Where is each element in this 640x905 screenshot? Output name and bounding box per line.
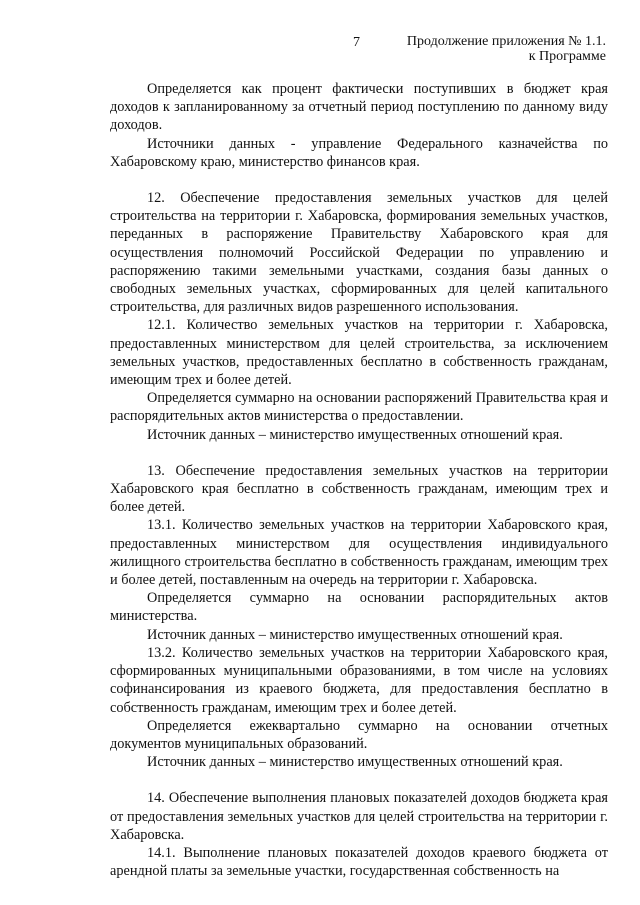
paragraph: 14.1. Выполнение плановых показателей доходов краевого бюджета от арендной платы за земельные участки, государственная собственность на xyxy=(110,844,608,880)
section-spacer xyxy=(110,771,608,789)
paragraph: Определяется как процент фактически поступивших в бюджет края доходов к запланированному за отчетный период поступлению по данному виду доходов. xyxy=(110,81,608,134)
page-header xyxy=(0,34,640,74)
paragraph: Источник данных – министерство имущественных отношений края. xyxy=(147,754,563,771)
paragraph: 13.2. Количество земельных участков на территории Хабаровского края, сформированных муниципальными образованиями, в том числе на условиях софинансирования из краевого бюджета, для предоставления бесплатно в собственность гражданам, имеющим трех и более детей. xyxy=(110,644,608,716)
document-body xyxy=(110,80,608,880)
annex-reference xyxy=(407,34,606,64)
annex-line-1: Продолжение приложения № 1.1. xyxy=(406,34,606,49)
paragraph: Определяется суммарно на основании распорядительных актов министерства. xyxy=(110,590,608,625)
section-spacer xyxy=(110,171,608,189)
paragraph: Источники данных - управление Федерального казначейства по Хабаровскому краю, министерство финансов края. xyxy=(110,135,608,170)
paragraph: Определяется суммарно на основании распоряжений Правительства края и распорядительных актов министерства о предоставлении. xyxy=(110,390,608,425)
annex-line-2: к Программе xyxy=(528,49,606,64)
paragraph: Определяется ежеквартально суммарно на основании отчетных документов муниципальных образований. xyxy=(110,717,608,752)
paragraph: 12.1. Количество земельных участков на территории г. Хабаровска, предоставленных министерством для целей строительства, за исключением земельных участков, предоставленных бесплатно в собственность гражданам, имеющим трех и более детей. xyxy=(110,317,608,389)
paragraph: 13.1. Количество земельных участков на территории Хабаровского края, предоставленных министерством для осуществления индивидуального жилищного строительства бесплатно в собственность гражданам, имеющим трех и более детей, поставленным на очередь на территории г. Хабаровска. xyxy=(110,517,608,589)
page-number: 7 xyxy=(353,35,360,50)
paragraph: 13. Обеспечение предоставления земельных участков на территории Хабаровского края бесплатно в собственность гражданам, имеющим трех и более детей. xyxy=(110,462,608,516)
paragraph: 12. Обеспечение предоставления земельных участков для целей строительства на территории г. Хабаровска, формирования земельных участков, переданных в распоряжение Правительству Хабаровского края для осуществления полномочий Российской Федерации по управлению и распоряжению такими земельными участками, создания базы данных о свободных земельных участках, сформированных для целей капитального строительства, для различных видов разрешенного использования. xyxy=(110,190,608,316)
paragraph: 14. Обеспечение выполнения плановых показателей доходов бюджета края от предоставления земельных участков для целей строительства на территории г. Хабаровска. xyxy=(110,790,608,843)
paragraph: Источник данных – министерство имущественных отношений края. xyxy=(147,426,563,443)
paragraph: Источник данных – министерство имущественных отношений края. xyxy=(147,626,563,643)
section-spacer xyxy=(110,444,608,462)
